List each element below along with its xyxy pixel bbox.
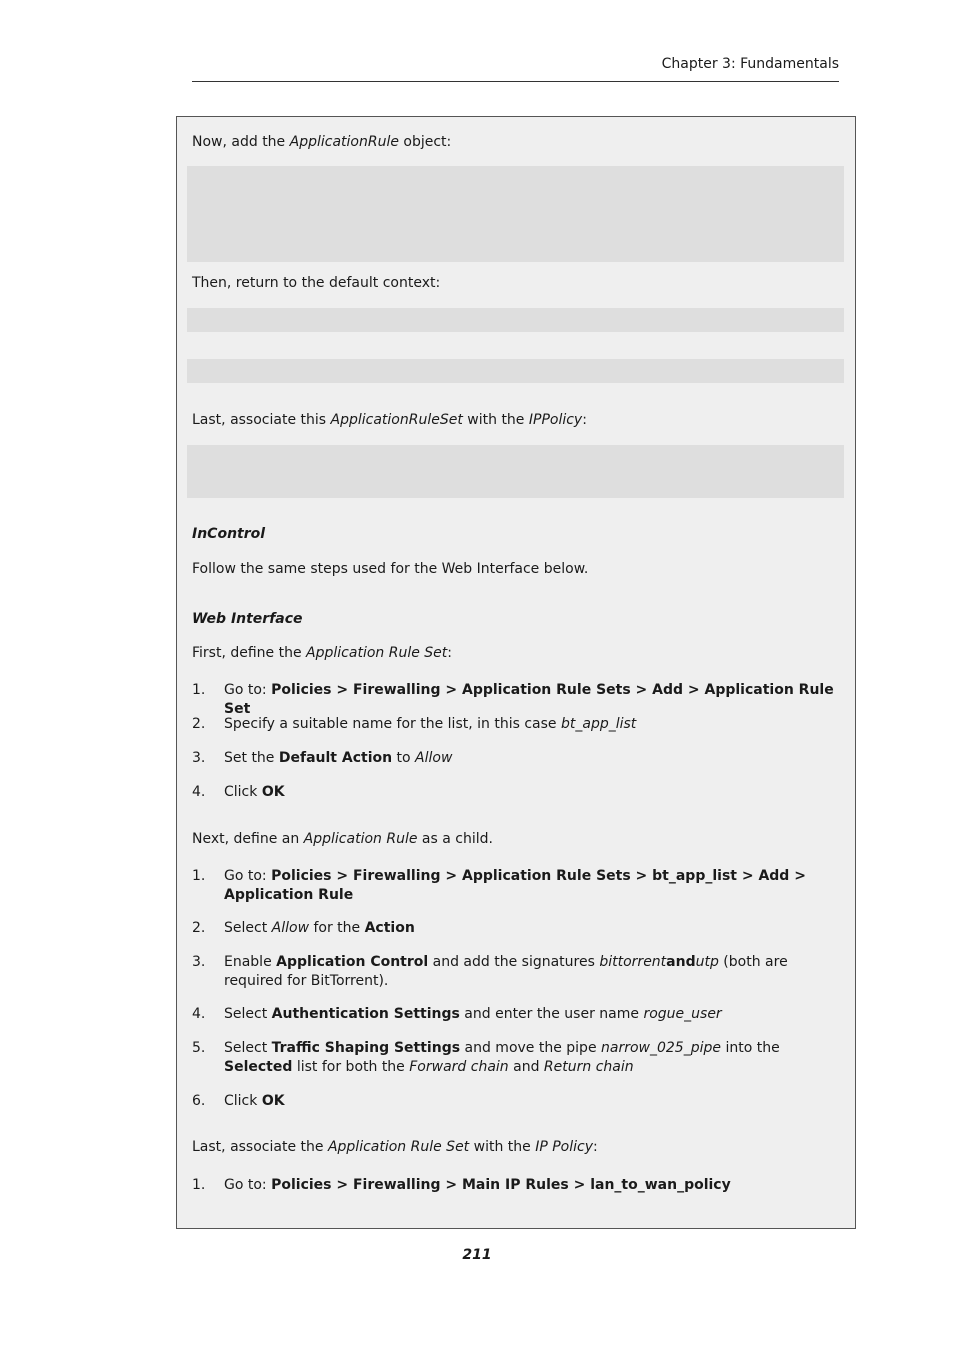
define-set-text: First, define the Application Rule Set:	[192, 645, 452, 661]
code-block-cc	[187, 308, 844, 332]
cli-return-default: Then, return to the default context:	[192, 275, 441, 291]
code-block-set	[187, 445, 844, 498]
chapter-title: Chapter 3: Fundamentals	[661, 56, 839, 72]
define-rule-text: Next, define an Application Rule as a child.	[192, 831, 493, 847]
page-number: 211	[462, 1247, 492, 1263]
associate-text: Last, associate the Application Rule Set with the IP Policy:	[192, 1139, 598, 1155]
cli-intro-app-rule: Now, add the ApplicationRule object:	[192, 134, 452, 150]
cli-associate: Last, associate this ApplicationRuleSet with the IPPolicy:	[192, 412, 587, 428]
code-block-policy	[187, 359, 844, 383]
incontrol-text: Follow the same steps used for the Web Interface below.	[192, 561, 589, 577]
code-block-app-rule	[187, 166, 844, 262]
page-header	[192, 54, 839, 82]
web-interface-heading: Web Interface	[192, 611, 303, 627]
example-box: Now, add the ApplicationRule object: Then, return to the default context: Last, associate this ApplicationRuleSet with the IPPolicy: InControl Follow the same steps used for the Web Interface below. Web Interface First, define the Application Rule Set: 1. Go to: Policies > Firewalling > Application Rule Sets > Add > Application Rule Set 2. Specify a suitable name for the list, in this case bt_app_list 3. Set the Default Action to Allow 4. Click OK Next, define an Application Rule as a child. 1. Go to: Policies > Firewalling > Application Rule Sets > bt_app_list > Add > Application Rule 2. Select Allow for the Action 3. Enable Application Control and add the signatures bittorrentandutp (both are required for BitTorrent). 4. Select Authentication Settings and enter the user name rogue_user 5. Select Traffic Shaping Settings and move the pipe narrow_025_pipe into the Selected list for both the Forward chain and Return chain 6. Click OK Last, associate the Application Rule Set with the IP Policy: 1. Go to: Policies > Firewalling > Main IP Rules > lan_to_wan_policy	[176, 116, 856, 1229]
incontrol-heading: InControl	[192, 526, 266, 542]
